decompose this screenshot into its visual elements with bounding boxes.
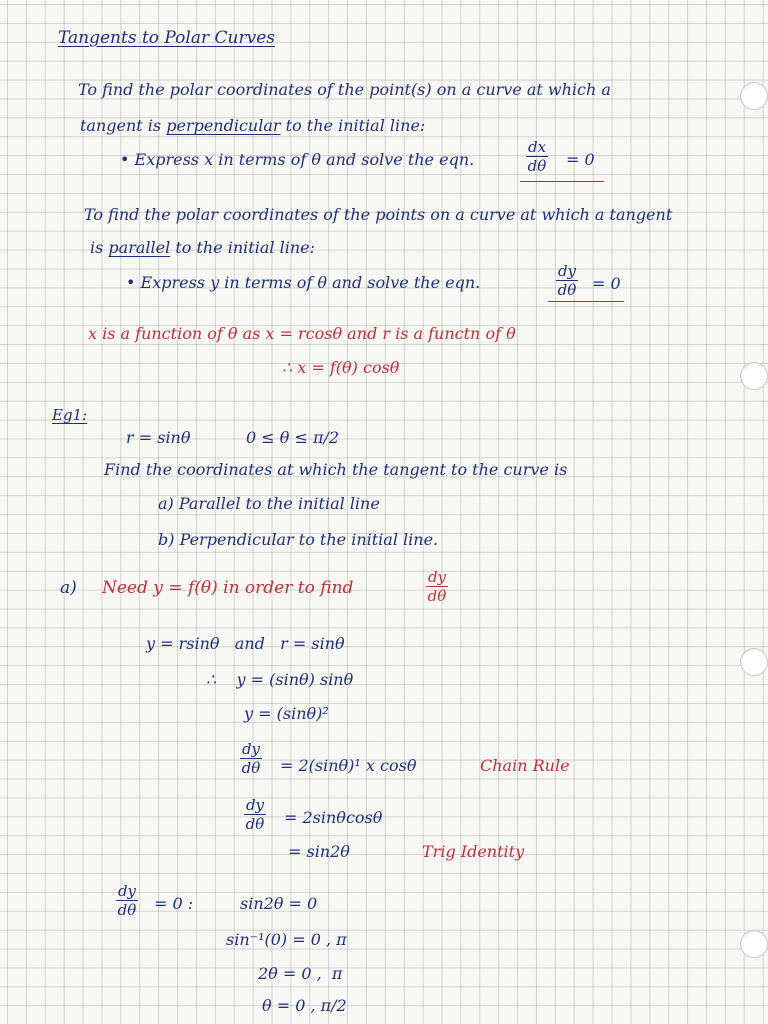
frac-numerator: dy	[117, 882, 137, 900]
frac-numerator: dy	[427, 568, 447, 586]
solution-heading: Need y = f(θ) in order to find	[102, 578, 354, 598]
part-a-question: a) Parallel to the initial line	[158, 494, 380, 513]
dx-dtheta-fraction	[526, 138, 548, 175]
solve-step-4: θ = 0 , π/2	[262, 996, 347, 1015]
part-a-label: a)	[60, 578, 77, 598]
theta-range: 0 ≤ θ ≤ π/2	[246, 428, 340, 447]
step-product: = 2sinθcosθ	[284, 808, 383, 827]
page-title: Tangents to Polar Curves	[58, 28, 275, 48]
part-b-question: b) Perpendicular to the initial line.	[158, 530, 439, 549]
punch-hole	[740, 362, 768, 390]
dy-dtheta-fraction	[556, 262, 578, 299]
step-y-rsin: y = rsinθ and r = sinθ	[146, 634, 345, 653]
trig-identity-note: Trig Identity	[422, 842, 525, 861]
frac-numerator: dy	[245, 796, 265, 814]
example-label: Eg1:	[52, 406, 88, 424]
frac-denominator: dθ	[527, 157, 547, 175]
punch-hole	[740, 930, 768, 958]
underline	[548, 301, 624, 302]
perp-frac-rhs: = 0	[566, 150, 595, 169]
dy-dtheta-fraction	[240, 740, 262, 777]
perp-line-1: To find the polar coordinates of the point(s) on a curve at which a	[78, 80, 611, 99]
frac-numerator: dy	[557, 262, 577, 280]
step-double-angle: = sin2θ	[288, 842, 350, 861]
solve-step-3: 2θ = 0 , π	[258, 964, 343, 983]
dy-dtheta-fraction	[116, 882, 138, 919]
step-substitute: ∴ y = (sinθ) sinθ	[206, 670, 354, 689]
dy-dtheta-fraction	[426, 568, 448, 605]
zero-condition: = 0 :	[154, 894, 194, 913]
par-line-1: To find the polar coordinates of the points on a curve at which a tangent	[84, 205, 673, 224]
find-instruction: Find the coordinates at which the tangent to the curve is	[104, 460, 568, 479]
frac-denominator: dθ	[117, 901, 137, 919]
frac-denominator: dθ	[245, 815, 265, 833]
perp-bullet: • Express x in terms of θ and solve the eqn.	[120, 150, 475, 169]
function-note-result: ∴ x = f(θ) cosθ	[282, 358, 400, 377]
parallel-word: parallel	[108, 238, 171, 257]
frac-denominator: dθ	[427, 587, 447, 605]
frac-denominator: dθ	[557, 281, 577, 299]
perp-line-2	[80, 116, 425, 135]
chain-rule-note: Chain Rule	[480, 756, 570, 775]
solve-step-1: sin2θ = 0	[240, 894, 318, 913]
par-line-2c: to the initial line:	[175, 238, 315, 257]
punch-hole	[740, 648, 768, 676]
frac-denominator: dθ	[241, 759, 261, 777]
perp-line-2a: tangent is	[80, 116, 162, 135]
curve-equation: r = sinθ	[126, 428, 191, 447]
perpendicular-word: perpendicular	[166, 116, 281, 135]
perp-line-2c: to the initial line:	[285, 116, 426, 135]
dy-dtheta-fraction	[244, 796, 266, 833]
frac-numerator: dx	[527, 138, 547, 156]
frac-numerator: dy	[241, 740, 261, 758]
par-line-2	[90, 238, 315, 257]
par-line-2a: is	[90, 238, 104, 257]
par-frac-rhs: = 0	[592, 274, 621, 293]
step-chain-rule: = 2(sinθ)¹ x cosθ	[280, 756, 417, 775]
par-bullet: • Express y in terms of θ and solve the eqn.	[126, 273, 481, 292]
underline	[520, 181, 604, 182]
punch-hole	[740, 82, 768, 110]
function-note: x is a function of θ as x = rcosθ and r is a functn of θ	[88, 324, 516, 343]
solve-step-2: sin⁻¹(0) = 0 , π	[226, 930, 347, 949]
step-square: y = (sinθ)²	[244, 704, 329, 723]
